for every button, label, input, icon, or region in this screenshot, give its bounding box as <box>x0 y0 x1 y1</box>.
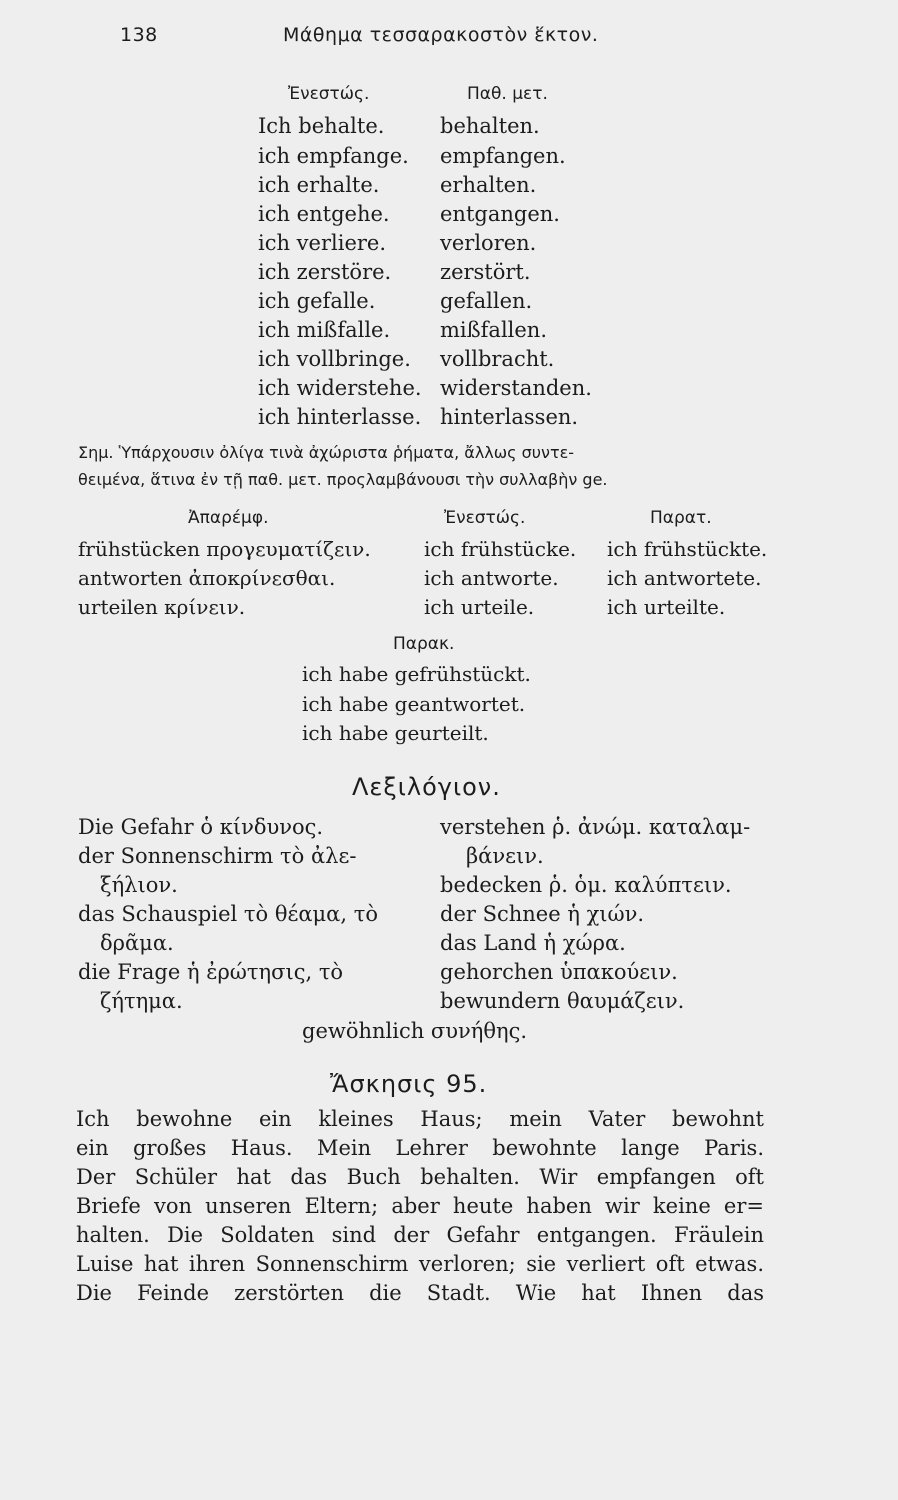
table-cell: ich frühstücke. <box>424 537 577 561</box>
table-cell: widerstanden. <box>440 376 592 400</box>
table-cell: empfangen. <box>440 144 566 168</box>
table-cell: vollbracht. <box>440 347 555 371</box>
perfect-row: ich habe geantwortet. <box>302 692 526 716</box>
perfect-head: Παρακ. <box>393 634 455 654</box>
running-title: Μάθημα τεσσαρακοστὸν ἕκτον. <box>283 24 599 46</box>
table-cell: gefallen. <box>440 289 533 313</box>
perfect-row: ich habe gefrühstückt. <box>302 662 531 686</box>
vocab-entry: βάνειν. <box>466 844 544 868</box>
vocab-entry: Die Gefahr ὁ κίνδυνος. <box>78 815 324 839</box>
vocabulary-title: Λεξιλόγιον. <box>352 773 501 801</box>
exercise-title: Ἄσκησις 95. <box>330 1070 488 1098</box>
exercise-line: Ich bewohne ein kleines Haus; mein Vater bewohnt <box>76 1107 764 1131</box>
vocab-entry: das Schauspiel τὸ θέαμα, τὸ <box>78 902 378 926</box>
table-cell: ich mißfalle. <box>258 318 391 342</box>
table-cell: ich antwortete. <box>607 566 762 590</box>
vocab-entry: das Land ἡ χώρα. <box>440 931 626 955</box>
table-cell: antworten ἀποκρίνεσθαι. <box>78 566 336 590</box>
exercise-line: ein großes Haus. Mein Lehrer bewohnte lange Paris. <box>76 1136 764 1160</box>
vocab-entry: bedecken ῥ. ὁμ. καλύπτειν. <box>440 873 732 897</box>
table-cell: frühstücken προγευματίζειν. <box>78 537 371 561</box>
table-cell: ich erhalte. <box>258 173 380 197</box>
table-cell: ich verliere. <box>258 231 387 255</box>
vocab-entry: bewundern θαυμάζειν. <box>440 989 685 1013</box>
table1-col-head-present: Ἐνεστώς. <box>288 84 370 104</box>
table-cell: ich vollbringe. <box>258 347 411 371</box>
table-cell: mißfallen. <box>440 318 548 342</box>
table-cell: erhalten. <box>440 173 537 197</box>
vocab-entry: verstehen ῥ. ἀνώμ. καταλαμ- <box>440 815 751 839</box>
page-number: 138 <box>120 24 158 46</box>
vocab-entry: die Frage ἡ ἐρώτησις, τὸ <box>78 960 344 984</box>
table-cell: ich urteile. <box>424 595 535 619</box>
vocab-entry: δρᾶμα. <box>100 931 174 955</box>
exercise-line: Luise hat ihren Sonnenschirm verloren; sie verliert oft etwas. <box>76 1252 764 1276</box>
table-cell: ich entgehe. <box>258 202 390 226</box>
table-cell: ich antworte. <box>424 566 559 590</box>
vocab-entry-bottom: gewöhnlich συνήθης. <box>302 1019 528 1043</box>
exercise-line: halten. Die Soldaten sind der Gefahr entgangen. Fräulein <box>76 1223 764 1247</box>
perfect-row: ich habe geurteilt. <box>302 721 489 745</box>
table-cell: ich urteilte. <box>607 595 726 619</box>
table-cell: behalten. <box>440 114 540 138</box>
note-line-2: θειμένα, ἅτινα ἐν τῇ παθ. μετ. προςλαμβάνουσι τὴν συλλαβὴν ge. <box>78 470 608 489</box>
vocab-entry: gehorchen ὑπακούειν. <box>440 960 678 984</box>
vocab-entry: der Schnee ἡ χιών. <box>440 902 645 926</box>
table-cell: ich frühstückte. <box>607 537 768 561</box>
exercise-text <box>76 1105 764 1308</box>
table-cell: Ich behalte. <box>258 114 385 138</box>
table-cell: hinterlassen. <box>440 405 579 429</box>
vocab-entry: der Sonnenschirm τὸ ἀλε- <box>78 844 357 868</box>
vocab-entry: ζήτημα. <box>100 989 183 1013</box>
exercise-line: Briefe von unseren Eltern; aber heute haben wir keine er= <box>76 1194 764 1218</box>
table-cell: ich gefalle. <box>258 289 376 313</box>
note-line-1: Σημ. Ὑπάρχουσιν ὀλίγα τινὰ ἀχώριστα ῥήματα, ἄλλως συντε- <box>78 443 575 462</box>
exercise-line: Die Feinde zerstörten die Stadt. Wie hat Ihnen das <box>76 1281 764 1305</box>
table-cell: ich empfange. <box>258 144 409 168</box>
vocab-entry: ξήλιον. <box>100 873 178 897</box>
table-cell: verloren. <box>440 231 537 255</box>
table-cell: entgangen. <box>440 202 560 226</box>
table2-col-head-infinitive: Ἀπαρέμφ. <box>188 508 269 528</box>
table1-col-head-participle: Παθ. μετ. <box>467 84 548 104</box>
table-cell: ich hinterlasse. <box>258 405 422 429</box>
table2-col-head-present: Ἐνεστώς. <box>444 508 526 528</box>
table-cell: ich widerstehe. <box>258 376 422 400</box>
table-cell: ich zerstöre. <box>258 260 392 284</box>
table2-col-head-imperfect: Παρατ. <box>650 508 712 528</box>
table-cell: zerstört. <box>440 260 531 284</box>
table-cell: urteilen κρίνειν. <box>78 595 246 619</box>
exercise-line: Der Schüler hat das Buch behalten. Wir empfangen oft <box>76 1165 764 1189</box>
